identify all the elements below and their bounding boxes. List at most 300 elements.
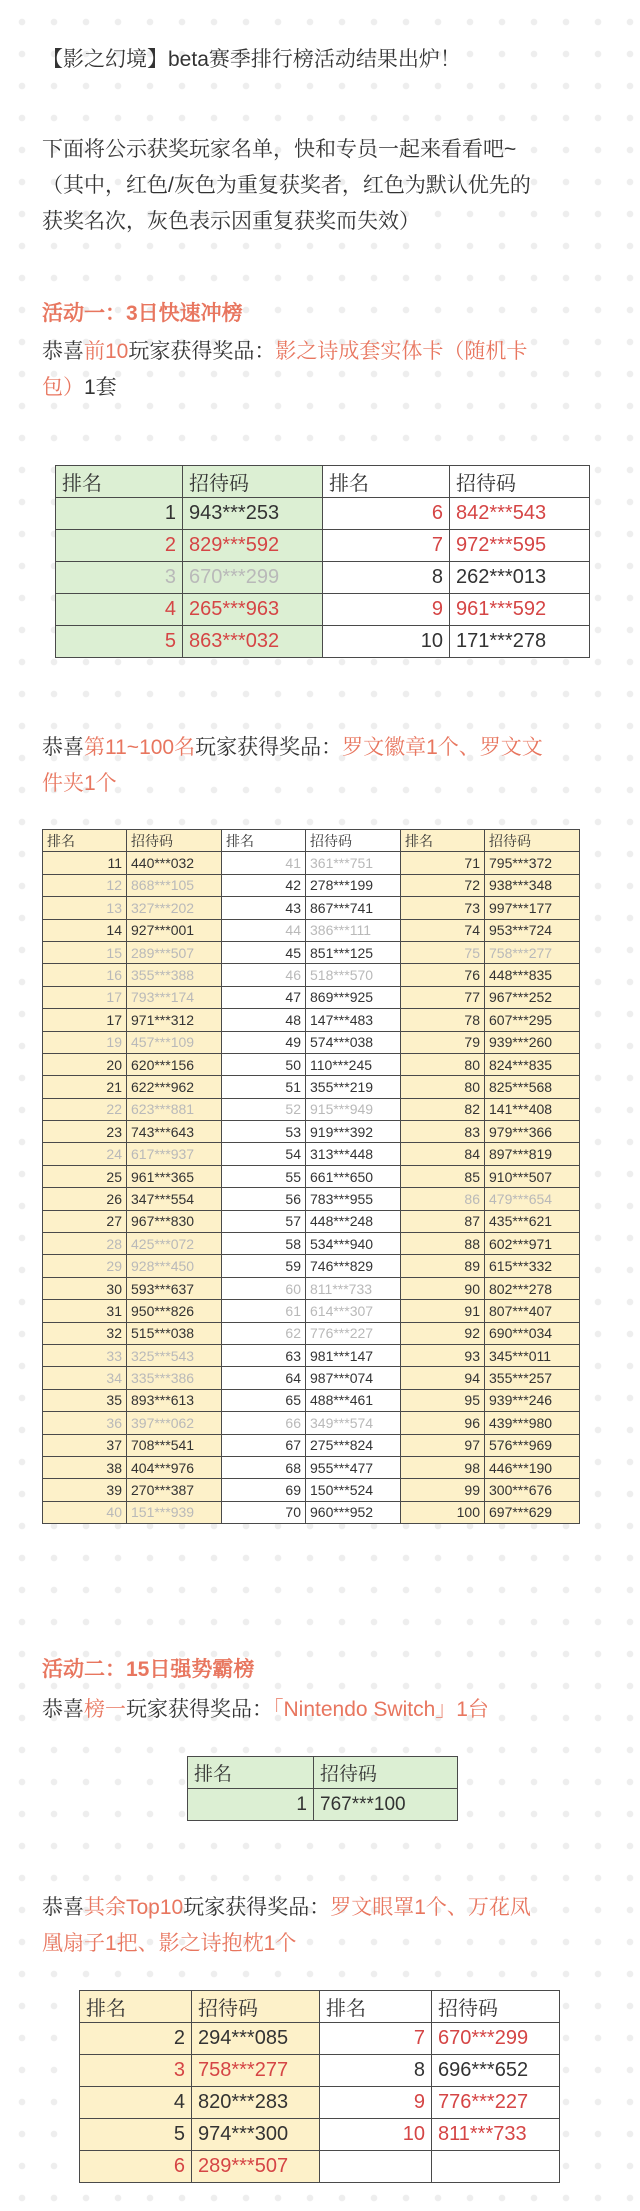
rank-cell: 91 <box>401 1300 485 1322</box>
code-cell: 404***976 <box>127 1456 222 1478</box>
event2-top1-table <box>187 1756 458 1821</box>
rank-cell: 42 <box>222 874 306 896</box>
code-cell: 325***543 <box>127 1344 222 1366</box>
code-cell: 783***955 <box>306 1188 401 1210</box>
rank-cell: 64 <box>222 1367 306 1389</box>
table-row <box>80 2151 560 2183</box>
code-cell: 386***111 <box>306 919 401 941</box>
code-cell: 289***507 <box>127 941 222 963</box>
table-row <box>43 1098 580 1120</box>
code-cell: 811***733 <box>432 2119 560 2151</box>
table-row <box>43 1165 580 1187</box>
code-cell: 972***595 <box>450 530 590 562</box>
code-cell: 141***408 <box>485 1098 580 1120</box>
code-cell: 928***450 <box>127 1255 222 1277</box>
code-cell: 335***386 <box>127 1367 222 1389</box>
rank-cell: 2 <box>56 530 183 562</box>
prize-mid: 玩家获得奖品： <box>195 736 343 759</box>
rank-cell: 99 <box>401 1479 485 1501</box>
code-cell: 300***676 <box>485 1479 580 1501</box>
code-cell: 863***032 <box>183 626 323 658</box>
rank-cell: 35 <box>43 1389 127 1411</box>
table-row <box>43 1009 580 1031</box>
code-cell: 623***881 <box>127 1098 222 1120</box>
rank-cell: 44 <box>222 919 306 941</box>
code-cell: 961***592 <box>450 594 590 626</box>
code-cell: 439***980 <box>485 1412 580 1434</box>
table-row <box>43 1210 580 1232</box>
rank-cell: 11 <box>43 852 127 874</box>
code-cell: 910***507 <box>485 1165 580 1187</box>
prize-qty: 1套 <box>84 376 117 399</box>
rank-cell: 72 <box>401 874 485 896</box>
event1-prize2-line1 <box>42 730 602 766</box>
code-cell: 289***507 <box>192 2151 320 2183</box>
code-cell: 893***613 <box>127 1389 222 1411</box>
rank-cell: 6 <box>323 498 450 530</box>
code-cell: 938***348 <box>485 874 580 896</box>
announcement-title: 【影之幻境】beta赛季排行榜活动结果出炉！ <box>42 48 461 71</box>
rank-cell: 17 <box>43 986 127 1008</box>
header-rank: 排名 <box>323 466 450 498</box>
table-row <box>43 986 580 1008</box>
rank-cell: 29 <box>43 1255 127 1277</box>
code-cell: 825***568 <box>485 1076 580 1098</box>
table-row <box>80 2119 560 2151</box>
code-cell: 979***366 <box>485 1121 580 1143</box>
code-cell: 397***062 <box>127 1412 222 1434</box>
rank-cell: 66 <box>222 1412 306 1434</box>
code-cell: 355***257 <box>485 1367 580 1389</box>
code-cell: 811***733 <box>306 1277 401 1299</box>
rank-cell: 61 <box>222 1300 306 1322</box>
code-cell: 867***741 <box>306 897 401 919</box>
table-row <box>56 562 590 594</box>
rank-cell: 39 <box>43 1479 127 1501</box>
prize-mid: 玩家获得奖品： <box>126 1698 273 1721</box>
rank-cell: 34 <box>43 1367 127 1389</box>
rank-cell: 59 <box>222 1255 306 1277</box>
rank-cell: 3 <box>56 562 183 594</box>
code-cell: 425***072 <box>127 1233 222 1255</box>
rank-cell: 48 <box>222 1009 306 1031</box>
prize-rank-range: 前10 <box>84 340 129 363</box>
prize-prefix: 恭喜 <box>42 1698 84 1721</box>
rank-cell: 5 <box>56 626 183 658</box>
rank-cell: 41 <box>222 852 306 874</box>
code-cell: 607***295 <box>485 1009 580 1031</box>
rank-cell: 65 <box>222 1389 306 1411</box>
code-cell: 602***971 <box>485 1233 580 1255</box>
prize-name: 罗文徽章1个、罗文文 <box>342 736 543 759</box>
table-row <box>43 1389 580 1411</box>
event1-rank11-100-table <box>42 829 580 1524</box>
table-row <box>43 874 580 896</box>
code-cell: 110***245 <box>306 1053 401 1075</box>
code-cell: 795***372 <box>485 852 580 874</box>
table-row <box>43 1076 580 1098</box>
rank-cell: 51 <box>222 1076 306 1098</box>
header-rank: 排名 <box>401 830 485 852</box>
table-row <box>43 1031 580 1053</box>
code-cell: 868***105 <box>127 874 222 896</box>
rank-cell <box>320 2151 432 2183</box>
code-cell: 697***629 <box>485 1501 580 1523</box>
code-cell: 981***147 <box>306 1344 401 1366</box>
rank-cell: 37 <box>43 1434 127 1456</box>
code-cell: 278***199 <box>306 874 401 896</box>
table-row <box>56 498 590 530</box>
header-code: 招待码 <box>306 830 401 852</box>
code-cell: 518***570 <box>306 964 401 986</box>
table-row <box>188 1789 458 1821</box>
code-cell: 265***963 <box>183 594 323 626</box>
code-cell: 897***819 <box>485 1143 580 1165</box>
rank-cell: 6 <box>80 2151 192 2183</box>
code-cell: 670***299 <box>183 562 323 594</box>
table-row <box>43 1322 580 1344</box>
table-row <box>43 897 580 919</box>
code-cell: 147***483 <box>306 1009 401 1031</box>
code-cell: 614***307 <box>306 1300 401 1322</box>
code-cell: 150***524 <box>306 1479 401 1501</box>
table-row <box>43 1255 580 1277</box>
rank-cell: 8 <box>323 562 450 594</box>
prize-rank-range: 第11~100名 <box>84 736 196 759</box>
rank-cell: 1 <box>188 1789 314 1821</box>
header-code: 招待码 <box>192 1991 320 2023</box>
code-cell: 327***202 <box>127 897 222 919</box>
rank-cell: 38 <box>43 1456 127 1478</box>
rank-cell: 56 <box>222 1188 306 1210</box>
prize-name-cont: 包） <box>42 376 84 399</box>
prize-prefix: 恭喜 <box>42 1896 84 1919</box>
rank-cell: 73 <box>401 897 485 919</box>
code-cell: 997***177 <box>485 897 580 919</box>
header-rank: 排名 <box>80 1991 192 2023</box>
rank-cell: 75 <box>401 941 485 963</box>
intro-line-2: （其中，红色/灰色为重复获奖者，红色为默认优先的 <box>42 174 531 197</box>
code-cell: 534***940 <box>306 1233 401 1255</box>
rank-cell: 40 <box>43 1501 127 1523</box>
prize-rank-range: 榜一 <box>84 1698 126 1721</box>
rank-cell: 97 <box>401 1434 485 1456</box>
header-code: 招待码 <box>432 1991 560 2023</box>
rank-cell: 8 <box>320 2055 432 2087</box>
code-cell: 576***969 <box>485 1434 580 1456</box>
code-cell: 435***621 <box>485 1210 580 1232</box>
rank-cell: 15 <box>43 941 127 963</box>
prize-rank-range: 其余Top10 <box>84 1896 184 1919</box>
rank-cell: 87 <box>401 1210 485 1232</box>
rank-cell: 26 <box>43 1188 127 1210</box>
code-cell: 824***835 <box>485 1053 580 1075</box>
rank-cell: 92 <box>401 1322 485 1344</box>
rank-cell: 46 <box>222 964 306 986</box>
rank-cell: 88 <box>401 1233 485 1255</box>
code-cell: 950***826 <box>127 1300 222 1322</box>
rank-cell: 74 <box>401 919 485 941</box>
table-row <box>43 1300 580 1322</box>
rank-cell: 21 <box>43 1076 127 1098</box>
code-cell: 593***637 <box>127 1277 222 1299</box>
prize-prefix: 恭喜 <box>42 736 84 759</box>
event1-prize1-line1 <box>42 334 602 370</box>
code-cell: 939***260 <box>485 1031 580 1053</box>
rank-cell: 33 <box>43 1344 127 1366</box>
code-cell: 349***574 <box>306 1412 401 1434</box>
intro-line-1: 下面将公示获奖玩家名单，快和专员一起来看看吧~ <box>42 138 517 161</box>
code-cell: 488***461 <box>306 1389 401 1411</box>
rank-cell: 69 <box>222 1479 306 1501</box>
code-cell: 275***824 <box>306 1434 401 1456</box>
code-cell: 347***554 <box>127 1188 222 1210</box>
rank-cell: 45 <box>222 941 306 963</box>
rank-cell: 98 <box>401 1456 485 1478</box>
code-cell: 987***074 <box>306 1367 401 1389</box>
table-row <box>43 1501 580 1523</box>
code-cell: 807***407 <box>485 1300 580 1322</box>
rank-cell: 86 <box>401 1188 485 1210</box>
rank-cell: 58 <box>222 1233 306 1255</box>
code-cell: 767***100 <box>314 1789 458 1821</box>
rank-cell: 30 <box>43 1277 127 1299</box>
code-cell: 842***543 <box>450 498 590 530</box>
rank-cell: 76 <box>401 964 485 986</box>
code-cell: 869***925 <box>306 986 401 1008</box>
rank-cell: 7 <box>320 2023 432 2055</box>
code-cell: 743***643 <box>127 1121 222 1143</box>
rank-cell: 2 <box>80 2023 192 2055</box>
code-cell: 294***085 <box>192 2023 320 2055</box>
rank-cell: 12 <box>43 874 127 896</box>
event2-heading: 活动二：15日强势霸榜 <box>42 1658 255 1681</box>
rank-cell: 4 <box>80 2087 192 2119</box>
code-cell: 971***312 <box>127 1009 222 1031</box>
code-cell: 479***654 <box>485 1188 580 1210</box>
rank-cell: 71 <box>401 852 485 874</box>
rank-cell: 4 <box>56 594 183 626</box>
code-cell: 262***013 <box>450 562 590 594</box>
code-cell: 696***652 <box>432 2055 560 2087</box>
rank-cell: 25 <box>43 1165 127 1187</box>
code-cell: 758***277 <box>485 941 580 963</box>
rank-cell: 13 <box>43 897 127 919</box>
code-cell: 615***332 <box>485 1255 580 1277</box>
code-cell: 776***227 <box>432 2087 560 2119</box>
table-row <box>80 2023 560 2055</box>
code-cell: 690***034 <box>485 1322 580 1344</box>
table-row <box>80 2055 560 2087</box>
code-cell: 776***227 <box>306 1322 401 1344</box>
table-row <box>43 1121 580 1143</box>
header-rank: 排名 <box>43 830 127 852</box>
header-code: 招待码 <box>127 830 222 852</box>
table-row <box>43 1479 580 1501</box>
rank-cell: 68 <box>222 1456 306 1478</box>
code-cell: 953***724 <box>485 919 580 941</box>
rank-cell: 22 <box>43 1098 127 1120</box>
code-cell: 440***032 <box>127 852 222 874</box>
code-cell: 446***190 <box>485 1456 580 1478</box>
rank-cell: 82 <box>401 1098 485 1120</box>
rank-cell: 27 <box>43 1210 127 1232</box>
table-row <box>43 1412 580 1434</box>
code-cell: 746***829 <box>306 1255 401 1277</box>
event2-prize2-line1 <box>42 1890 602 1926</box>
code-cell: 620***156 <box>127 1053 222 1075</box>
code-cell: 355***219 <box>306 1076 401 1098</box>
code-cell: 967***252 <box>485 986 580 1008</box>
rank-cell: 95 <box>401 1389 485 1411</box>
table-row <box>43 941 580 963</box>
rank-cell: 89 <box>401 1255 485 1277</box>
rank-cell: 28 <box>43 1233 127 1255</box>
rank-cell: 80 <box>401 1076 485 1098</box>
rank-cell: 7 <box>323 530 450 562</box>
code-cell: 919***392 <box>306 1121 401 1143</box>
event1-prize1-line2 <box>42 370 602 406</box>
code-cell: 270***387 <box>127 1479 222 1501</box>
code-cell: 802***278 <box>485 1277 580 1299</box>
rank-cell: 17 <box>43 1009 127 1031</box>
rank-cell: 9 <box>320 2087 432 2119</box>
code-cell: 355***388 <box>127 964 222 986</box>
rank-cell: 54 <box>222 1143 306 1165</box>
rank-cell: 1 <box>56 498 183 530</box>
code-cell: 151***939 <box>127 1501 222 1523</box>
header-code: 招待码 <box>450 466 590 498</box>
rank-cell: 9 <box>323 594 450 626</box>
table-row <box>43 1143 580 1165</box>
code-cell: 171***278 <box>450 626 590 658</box>
rank-cell: 84 <box>401 1143 485 1165</box>
rank-cell: 85 <box>401 1165 485 1187</box>
rank-cell: 36 <box>43 1412 127 1434</box>
code-cell: 708***541 <box>127 1434 222 1456</box>
rank-cell: 55 <box>222 1165 306 1187</box>
rank-cell: 94 <box>401 1367 485 1389</box>
prize-mid: 玩家获得奖品： <box>128 340 276 363</box>
rank-cell: 10 <box>320 2119 432 2151</box>
code-cell: 961***365 <box>127 1165 222 1187</box>
rank-cell: 53 <box>222 1121 306 1143</box>
prize-name: 罗文眼罩1个、万花凤 <box>330 1896 531 1919</box>
rank-cell: 52 <box>222 1098 306 1120</box>
rank-cell: 79 <box>401 1031 485 1053</box>
table-row <box>56 530 590 562</box>
rank-cell: 70 <box>222 1501 306 1523</box>
prize-name: 影之诗成套实体卡（随机卡 <box>275 340 528 363</box>
rank-cell: 77 <box>401 986 485 1008</box>
code-cell: 820***283 <box>192 2087 320 2119</box>
header-rank: 排名 <box>222 830 306 852</box>
event2-prize1-line <box>42 1692 602 1728</box>
rank-cell: 20 <box>43 1053 127 1075</box>
code-cell: 927***001 <box>127 919 222 941</box>
code-cell: 974***300 <box>192 2119 320 2151</box>
code-cell: 448***248 <box>306 1210 401 1232</box>
table-row <box>80 2087 560 2119</box>
code-cell: 345***011 <box>485 1344 580 1366</box>
event2-top10-table <box>79 1990 560 2183</box>
rank-cell: 31 <box>43 1300 127 1322</box>
event1-heading: 活动一：3日快速冲榜 <box>42 302 243 325</box>
code-cell: 515***038 <box>127 1322 222 1344</box>
code-cell: 960***952 <box>306 1501 401 1523</box>
rank-cell: 19 <box>43 1031 127 1053</box>
prize-mid: 玩家获得奖品： <box>183 1896 331 1919</box>
code-cell: 617***937 <box>127 1143 222 1165</box>
table-row <box>43 1277 580 1299</box>
table-row <box>43 964 580 986</box>
code-cell: 915***949 <box>306 1098 401 1120</box>
header-rank: 排名 <box>56 466 183 498</box>
code-cell: 943***253 <box>183 498 323 530</box>
table-row <box>43 1053 580 1075</box>
code-cell: 361***751 <box>306 852 401 874</box>
header-code: 招待码 <box>314 1757 458 1789</box>
code-cell: 955***477 <box>306 1456 401 1478</box>
code-cell: 622***962 <box>127 1076 222 1098</box>
header-rank: 排名 <box>320 1991 432 2023</box>
rank-cell: 78 <box>401 1009 485 1031</box>
code-cell: 448***835 <box>485 964 580 986</box>
rank-cell: 80 <box>401 1053 485 1075</box>
code-cell: 758***277 <box>192 2055 320 2087</box>
rank-cell: 10 <box>323 626 450 658</box>
table-row <box>43 1344 580 1366</box>
rank-cell: 62 <box>222 1322 306 1344</box>
rank-cell: 5 <box>80 2119 192 2151</box>
rank-cell: 96 <box>401 1412 485 1434</box>
rank-cell: 83 <box>401 1121 485 1143</box>
table-row <box>43 919 580 941</box>
rank-cell: 50 <box>222 1053 306 1075</box>
rank-cell: 23 <box>43 1121 127 1143</box>
header-code: 招待码 <box>485 830 580 852</box>
code-cell: 939***246 <box>485 1389 580 1411</box>
code-cell: 313***448 <box>306 1143 401 1165</box>
rank-cell: 3 <box>80 2055 192 2087</box>
rank-cell: 63 <box>222 1344 306 1366</box>
code-cell: 661***650 <box>306 1165 401 1187</box>
rank-cell: 16 <box>43 964 127 986</box>
table-row <box>56 626 590 658</box>
rank-cell: 57 <box>222 1210 306 1232</box>
table-row <box>43 1367 580 1389</box>
header-rank: 排名 <box>188 1757 314 1789</box>
rank-cell: 24 <box>43 1143 127 1165</box>
prize-prefix: 恭喜 <box>42 340 84 363</box>
code-cell: 829***592 <box>183 530 323 562</box>
rank-cell: 93 <box>401 1344 485 1366</box>
rank-cell: 100 <box>401 1501 485 1523</box>
event2-prize2-line2: 凰扇子1把、影之诗抱枕1个 <box>42 1932 297 1955</box>
code-cell: 457***109 <box>127 1031 222 1053</box>
rank-cell: 14 <box>43 919 127 941</box>
code-cell: 670***299 <box>432 2023 560 2055</box>
header-code: 招待码 <box>183 466 323 498</box>
code-cell: 793***174 <box>127 986 222 1008</box>
event1-top10-table <box>55 465 590 658</box>
rank-cell: 47 <box>222 986 306 1008</box>
intro-line-3: 获奖名次，灰色表示因重复获奖而失效） <box>42 210 420 233</box>
table-row <box>43 1456 580 1478</box>
rank-cell: 43 <box>222 897 306 919</box>
code-cell: 967***830 <box>127 1210 222 1232</box>
table-row <box>56 594 590 626</box>
